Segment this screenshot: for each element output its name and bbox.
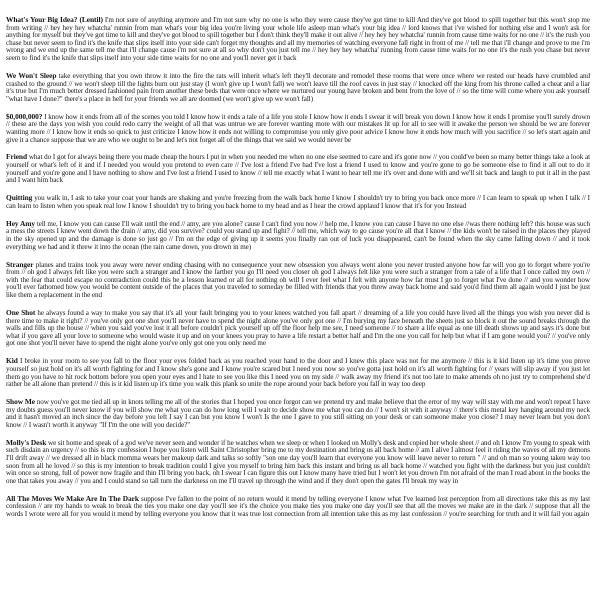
song-block bbox=[6, 194, 590, 210]
song-lyrics: tell me, I know you can cause I'll wait until the end // amy, are you alone? cause I can't find you now // help me, I know you can cause I have no one else //was there nothing left? this house was such a mess the streets I knew went down the drain // amy, did you survive? could you stand up and fight? // tell me, which way to go cause you're all that I know // the kids won't be raised in the places they played in the sky opened up and the damage is done so just go // I'm on the edge of giving up it seems you finally ran out of luck you disappeared, can't be found when the sky came falling down // and it took everything we had and it threw it into the ocean (the rain came down, you drown in me) bbox=[6, 219, 590, 251]
song-title: We Won't Sleep bbox=[6, 70, 57, 80]
song-title: Molly's Desk bbox=[6, 437, 47, 447]
song-block bbox=[6, 16, 590, 63]
song-block bbox=[6, 495, 590, 519]
song-lyrics: what do I got for always being there you made cheap the hours I put in when you needed me when no one else seemed to care and it's gone now // you could've been so many better things take a look at yourself or what's left of it and if I needed you would you pretend to even care // I've lost a friend I've had I've lost a friend I used to know and you're gone to go be someone else to find it all out to do it yourself and you're gone and I have nothing to show and I've lost a friend I used to know // tell me exactly what I want to hear tell me it's over and done with and we'll sit back and laugh to put it all in the past and I want him back bbox=[6, 153, 590, 185]
song-title: What's Your Big Idea? (Lentil) bbox=[6, 15, 103, 24]
song-block bbox=[6, 357, 590, 388]
song-block bbox=[6, 439, 590, 486]
song-title: $0,000,000? bbox=[6, 111, 43, 121]
lyrics-sheet bbox=[6, 4, 590, 596]
song-lyrics: take everything that you own throw it into the fire the rats will inherit what's left they'll decorate and remodel these rooms that were once where we rested our heads have crumbled and crashed to the ground // we won't sleep till the lights burn out just stay (I won't give up I won't fall) we won't leave till the roof caves in just stay // knocked off the king from his throne called a cheat and a liar it's true but I'm much better dressed fashioned pain from another these beds that were once where we nurtured our young have broken and bent from the love of // so the time will come where you ask yourself "what have I done?" there's a place in hell for your friends we all are doomed (we won't give up we won't fall) bbox=[6, 71, 590, 103]
song-block bbox=[6, 261, 590, 300]
song-block bbox=[6, 398, 590, 429]
song-lyrics: I broke in your room to see you fall to the floor your eyes folded back as you reached your hand to the door and I knew this place was not for me anymore // this is it kid listen up it's time you prove yourself so just hold on it's all worth fighting for and I know she's gone and I know you're scared but I need you now so you've gotta just hold on it's all worth fighting for // years will slip away if you just let them go you have to hit rock bottom before you open your eyes and I hate to see you like this I need you on my side // walk away my friend it's not too late to make amends oh no just try to comprehend she'd rather be all alone than pretend // this is it kid listen up it's time you walk this plank so unite the rope around your back before you fall in way too deep bbox=[6, 357, 590, 389]
song-lyrics: I know how it ends from all of the scenes you told I know how it ends a tale of a life you stole I know how it ends I swear it will break you down I know how it ends I promise you'll surely drown // these are the days you wish you could redo carry the weight of all that was untrue we are forever wanting more with our mistakes lit up for all to see will it awake the person we should be we are forever wanting more // I know how it ends so quick to just criticize I know how it ends not willing to compromise you only give poor advice I know how it ends how much will you sacrifice // so let's start again and give it a chance suppose that we are who we ought to be and let's not forget all of the things that we said we would never be bbox=[6, 112, 590, 144]
song-title: Stranger bbox=[6, 259, 34, 269]
song-block bbox=[6, 309, 590, 348]
song-lyrics: you walk in, I ask to take your coat your hands are shaking and you're freezing from the walk back home I know I shouldn't try to bring you back once more // I can learn to speak up when I talk // I can learn to listen when you speak real low I know I shouldn't try to bring you back home to my head and as I hear the crowd applaud I know that it's for you Instead bbox=[6, 194, 590, 210]
song-block bbox=[6, 153, 590, 184]
song-block bbox=[6, 72, 590, 103]
song-block bbox=[6, 113, 590, 144]
song-lyrics: planes and trains took you away were never ending chasing with no consequence your new obsession you always went alone you never trusted anyone how far will you go to forget where you're from // oh god I always felt like you were such a stranger and I know the farther you go I'll need you closer oh god I always felt like you were such a stranger from a tale of a life that I once called my own // with the fear that could escape no contradiction could this be a lesson learned or all for nothing oh will I ever feel what I felt with anyone how far must I go to forget what I've done // and you wonder how you'll ever fathomed how you would be content outside of the places that you traveled to someday be filled with friends that you threw away back home and said you'd find them all again would I just be just like them a replacement in the end bbox=[6, 260, 590, 299]
song-title: One Shot bbox=[6, 307, 36, 317]
song-block bbox=[6, 220, 590, 251]
song-title: Kid bbox=[6, 356, 18, 366]
song-lyrics: suppose I've fallen to the point of no return would it mend by telling everyone I know what I've learned lost perception from all directions take this as my last confession // are my hands to weak to break the ties you make one day you'll see it's the choice you make ties you make one day you'll see that all the moves we make are in the dark // suppose that all the words I wrote were all for you would it mend by telling everyone you know that it was true lost connection from all intention take this as my last confession // you're searching for truth and it will fail you again bbox=[6, 494, 591, 518]
song-title: Hey Amy bbox=[6, 218, 36, 228]
song-lyrics: I'm not sure of anything anymore and I'm not sure why no one is who they were cause they've got time to kill And they've got blood to spill together but this won't stop me from writing // hey hey hey whatcha' runnin from man what's your big idea you're living your whole life asleep man what's your big idea // lord knows that i've wished for nothing else and I won't ask for anything for myself but they've got time to kill and they've got blood to spill together but I don't think they'll make it out alive // hey hey hey whatcha' runnin from cause time waits for no one // it's the rush you chase but never seem to find it's the knife that slips itself into your side can't forget my thoughts and all my memories of watching everyone fall right in front of me // tell me that i'll change and prove to me i'm wrong and we end up the same tell me that i'll change cause i'm not sure at all so why don't you just tell me // hey hey hey whatcha' running from cause time waits for no one it's the rush you chase but never seem to find it's the knife that slips itself into your side time waits for no one and you'll never get it back bbox=[6, 16, 590, 62]
song-title: Show Me bbox=[6, 397, 36, 407]
song-lyrics: he always found a way to make you say that it's all your fault bringing you to your knees watched you fall apart // dreaming of a life you could have lived all the things you wish you never did is there time to make it right? // you've only got one shot you'll never have to spend the night alone you've only got one // I'm burying my face beneath the sheets just so block it out the sound breaks through the walls and fills up the house // when you said you've lost it all before couldn't pick yourself up off the floor help me see, I need someone // to share a life equal as one till death shows up and says it's done but what if you gave all your love to someone who would waste it up and on your knees you pray to have a life restart a better half and I'm the one you call for help but what if I am gone would you? // you've only got one shot you'll never have to spend the night alone you've only got one you only need me bbox=[6, 308, 590, 348]
song-lyrics: we sit home and speak of a god we've never seen and wonder if he watches when we sleep or when I looked on Molly's desk and copied her whole sheet // and oh I know I'm young to speak with such disdain an urgency // so this is my confession I hope you listen will Saint Christopher bring me to my destination and bring us all back home // am I alive I almost feel it riding the waves of all my demons I'll drift away // we dressed all in black momma wears her makeup dark and talks so softly "son one day you'll learn that everyone you know will leave never to return " // and oh man so young taken way too soon from all he loved // so this is my intention to break tradition could I give you myself to bring him back this instant and bring us all back home // watched you fight with the darkness but you just couldn't win once so strong, full of power now fragile and thin I'll bring you back, oh I swear I can figure this out I know many have tried but I won't let you drown I'm not afraid of the man I read about in the books the one that takes you away // you and I could stand so tall turn the darkness on me I'll travel up through the wind and if they don't open the gates I'll break my way in bbox=[6, 438, 590, 485]
song-title: All The Moves We Make Are In The Dark bbox=[6, 493, 139, 503]
song-lyrics: now you've got me tied all up in knots telling me all of the stories that I hoped you once forgot can we pretend try and make believe that the error of my way will stay with me and won't repeat I have my doubts guess you'll never know if you will show me what you can do how long will I wait to decide show me what you can do // I won't sit with it anyway // there's this metal key hanging around my neck and it hasn't moved an inch since the day before you left I say I can but you know I won't Is the one I gave to you still sitting on your desk or can someone make you close? I may never learn but you don't know // I wasn't worth it anyway "If I'm the one will you decide?" bbox=[6, 398, 590, 429]
song-title: Friend bbox=[6, 152, 28, 162]
song-title: Quitting bbox=[6, 193, 33, 203]
